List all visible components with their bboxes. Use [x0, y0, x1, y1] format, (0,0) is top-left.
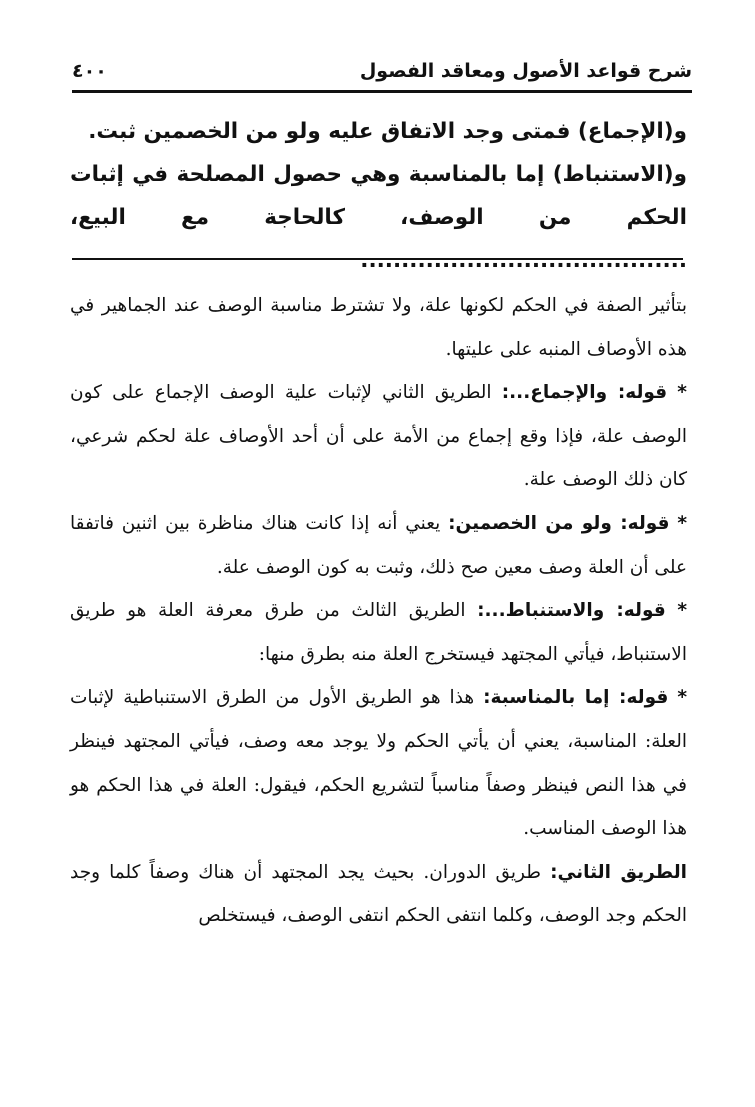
paragraph-text: الطريق الثالث من طرق معرفة العلة هو طريق الاستنباط، فيأتي المجتهد فيستخرج العلة منه بطرق منها: [70, 600, 687, 665]
paragraph-lead: الطريق الثاني: [550, 861, 687, 883]
matn-dots: ........................................ [360, 248, 687, 273]
asterisk-marker: * [677, 600, 687, 622]
paragraph-text: هذا هو الطريق الأول من الطرق الاستنباطية لإثبات العلة: المناسبة، يعني أن يأتي الحكم ولا يوجد معه وصف، فيأتي المجتهد فينظر في هذا النص فينظر وصفاً مناسباً لتشريع الحكم، فيقول: العلة في هذا الحكم هو هذا الوصف المناسب. [70, 687, 687, 840]
book-title: شرح قواعد الأصول ومعاقد الفصول [359, 60, 692, 82]
matn-line-istinbat [70, 153, 687, 282]
paragraph-lead: قوله: والإجماع...: [501, 382, 668, 404]
commentary-paragraph [70, 851, 687, 938]
matn-line-ijma: و(الإجماع) فمتى وجد الاتفاق عليه ولو من الخصمين ثبت. [88, 119, 687, 144]
commentary-paragraph [70, 676, 687, 850]
paragraph-text: بتأثير الصفة في الحكم لكونها علة، ولا تشترط مناسبة الوصف عند الجماهير في هذه الأوصاف المنبه على عليتها. [70, 295, 687, 360]
commentary-paragraph [70, 502, 687, 589]
paragraph-lead: قوله: إما بالمناسبة: [483, 687, 669, 709]
paragraph-lead: قوله: والاستنباط...: [477, 600, 666, 622]
asterisk-marker: * [677, 512, 687, 534]
commentary-paragraph [70, 589, 687, 676]
running-header [72, 52, 692, 90]
commentary-text [70, 284, 687, 938]
paragraph-text: يعني أنه إذا كانت هناك مناظرة بين اثنين فاتفقا على أن العلة وصف معين صح ذلك، وثبت به كون الوصف علة. [70, 512, 687, 578]
paragraph-text: طريق الدوران. بحيث يجد المجتهد أن هناك وصفاً كلما وجد الحكم وجد الوصف، وكلما انتفى الحكم انتفى الوصف، فيستخلص [70, 861, 687, 927]
asterisk-marker: * [677, 687, 687, 709]
header-rule [72, 90, 692, 93]
matn-text [70, 110, 687, 282]
matn-line-istinbat-text: و(الاستنباط) إما بالمناسبة وهي حصول المصلحة في إثبات الحكم من الوصف، كالحاجة مع البيع، [70, 162, 687, 230]
paragraph-lead: قوله: ولو من الخصمين: [448, 512, 670, 534]
paragraph-text: الطريق الثاني لإثبات علية الوصف الإجماع على كون الوصف علة، فإذا وقع إجماع من الأمة على أن أحد الأوصاف علة لحكم شرعي، كان ذلك الوصف علة. [70, 382, 687, 491]
matn-separator-rule [72, 258, 683, 260]
commentary-paragraph [70, 284, 687, 371]
asterisk-marker: * [677, 382, 687, 404]
commentary-paragraph [70, 371, 687, 502]
page-number: ٤٠٠ [72, 60, 107, 82]
